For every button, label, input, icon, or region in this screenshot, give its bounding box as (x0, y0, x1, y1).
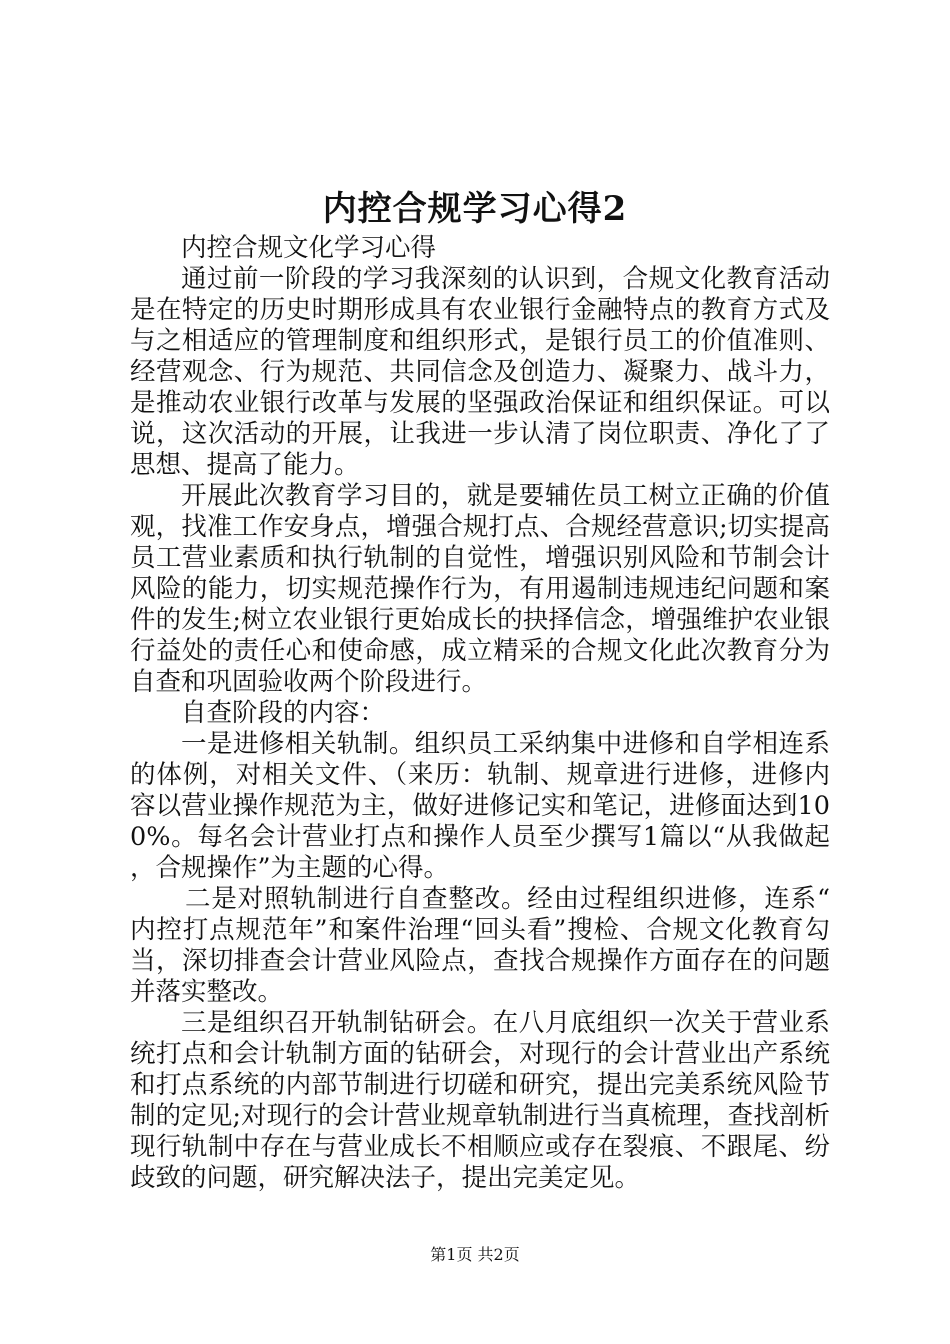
paragraph-self-check-heading: 自查阶段的内容： (181, 698, 386, 728)
paragraph-point-three: 三是组织召开轨制钻研会。在八月底组织一次关于营业系统打点和会计轨制方面的钻研会，对现行的会计营业出产系统和打点系统的内部节制进行切磋和研究，提出完美系统风险节制的定见;对现行的会计营业规章轨制进行当真梳理，查找剖析现行轨制中存在与营业成长不相顺应或存在裂痕、不跟尾、纷歧致的问题，研究解决法子，提出完美定见。 (130, 1008, 830, 1193)
document-title: 内控合规学习心得2 (322, 189, 628, 229)
paragraph-point-two: 二是对照轨制进行自查整改。经由过程组织进修，连系“内控打点规范年”和案件治理“回头看”搜检、合规文化教育勾当，深切排查会计营业风险点，查找合规操作方面存在的问题并落实整改。 (130, 884, 830, 1007)
paragraph-subtitle: 内控合规文化学习心得 (181, 233, 437, 263)
page-footer: 第1页 共2页 (430, 1245, 520, 1264)
paragraph-point-one: 一是进修相关轨制。组织员工采纳集中进修和自学相连系的体例，对相关文件、（来历：轨制、规章进行进修，进修内容以营业操作规范为主，做好进修记实和笔记，进修面达到100%。每名会计营业打点和操作人员至少撰写1篇以“从我做起，合规操作”为主题的心得。 (130, 729, 830, 883)
paragraph-intro: 通过前一阶段的学习我深刻的认识到，合规文化教育活动是在特定的历史时期形成具有农业银行金融特点的教育方式及与之相适应的管理制度和组织形式，是银行员工的价值准则、经营观念、行为规范、共同信念及创造力、凝聚力、战斗力，是推动农业银行改革与发展的坚强政治保证和组织保证。可以说，这次活动的开展，让我进一步认清了岗位职责、净化了了思想、提高了能力。 (130, 264, 830, 480)
document-body (130, 233, 830, 1194)
paragraph-purpose: 开展此次教育学习目的，就是要辅佐员工树立正确的价值观，找准工作安身点，增强合规打点、合规经营意识;切实提高员工营业素质和执行轨制的自觉性，增强识别风险和节制会计风险的能力，切实规范操作行为，有用遏制违规违纪问题和案件的发生;树立农业银行更始成长的抉择信念，增强维护农业银行益处的责任心和使命感，成立精采的合规文化此次教育分为自查和巩固验收两个阶段进行。 (130, 481, 830, 697)
